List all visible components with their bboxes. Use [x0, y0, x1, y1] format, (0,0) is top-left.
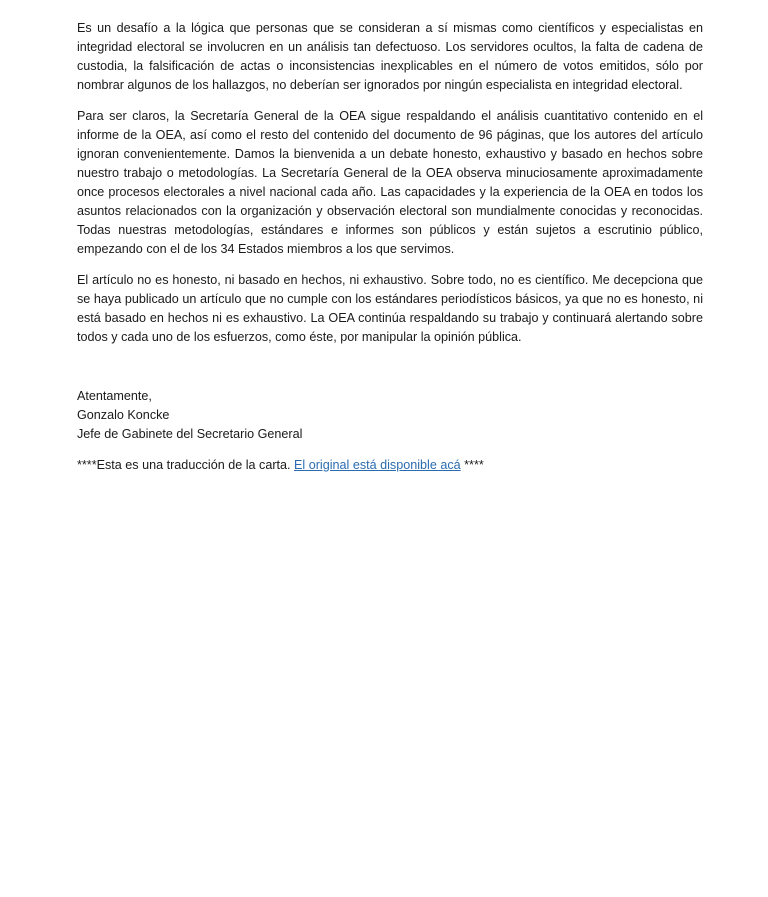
signer-name: Gonzalo Koncke — [77, 408, 170, 422]
paragraph-1: Es un desafío a la lógica que personas que se consideran a sí mismas como científicos y especialistas en integridad electoral se involucren en un análisis tan defectuoso. Los servidores ocultos, la falta de cadena de custodia, la falsificación de actas o inconsistencias inexplicables en el número de votos emitidos, sólo por nombrar algunos de los hallazgos, no deberían ser ignorados por ningún especialista en integridad electoral. — [77, 21, 703, 92]
letter-body — [77, 19, 703, 475]
salutation: Atentamente, — [77, 389, 152, 403]
original-letter-link[interactable]: El original está disponible acá — [294, 458, 461, 472]
paragraph-2: Para ser claros, la Secretaría General de la OEA sigue respaldando el análisis cuantitativo contenido en el informe de la OEA, así como el resto del contenido del documento de 96 páginas, que los autores del artículo ignoran convenientemente. Damos la bienvenida a un debate honesto, exhaustivo y basado en hechos sobre nuestro trabajo o metodologías. La Secretaría General de la OEA observa minuciosamente aproximadamente once procesos electorales a nivel nacional cada año. Las capacidades y la experiencia de la OEA en todos los asuntos relacionados con la organización y observación electoral son mundialmente conocidas y reconocidas. Todas nuestras metodologías, estándares e informes son públicos y están sujetos a escrutinio público, empezando con el de los 34 Estados miembros a los que servimos. — [77, 109, 703, 256]
note-prefix: ****Esta es una traducción de la carta. — [77, 458, 295, 472]
note-suffix: **** — [460, 458, 484, 472]
signer-title: Jefe de Gabinete del Secretario General — [77, 427, 303, 441]
closing-block — [77, 387, 703, 444]
translation-note — [77, 456, 703, 475]
paragraph-3: El artículo no es honesto, ni basado en hechos, ni exhaustivo. Sobre todo, no es científico. Me decepciona que se haya publicado un artículo que no cumple con los estándares periodísticos básicos, ya que no es honesto, ni está basado en hechos ni es exhaustivo. La OEA continúa respaldando su trabajo y continuará alertando sobre todos y cada uno de los esfuerzos, como éste, por manipular la opinión pública. — [77, 273, 703, 344]
